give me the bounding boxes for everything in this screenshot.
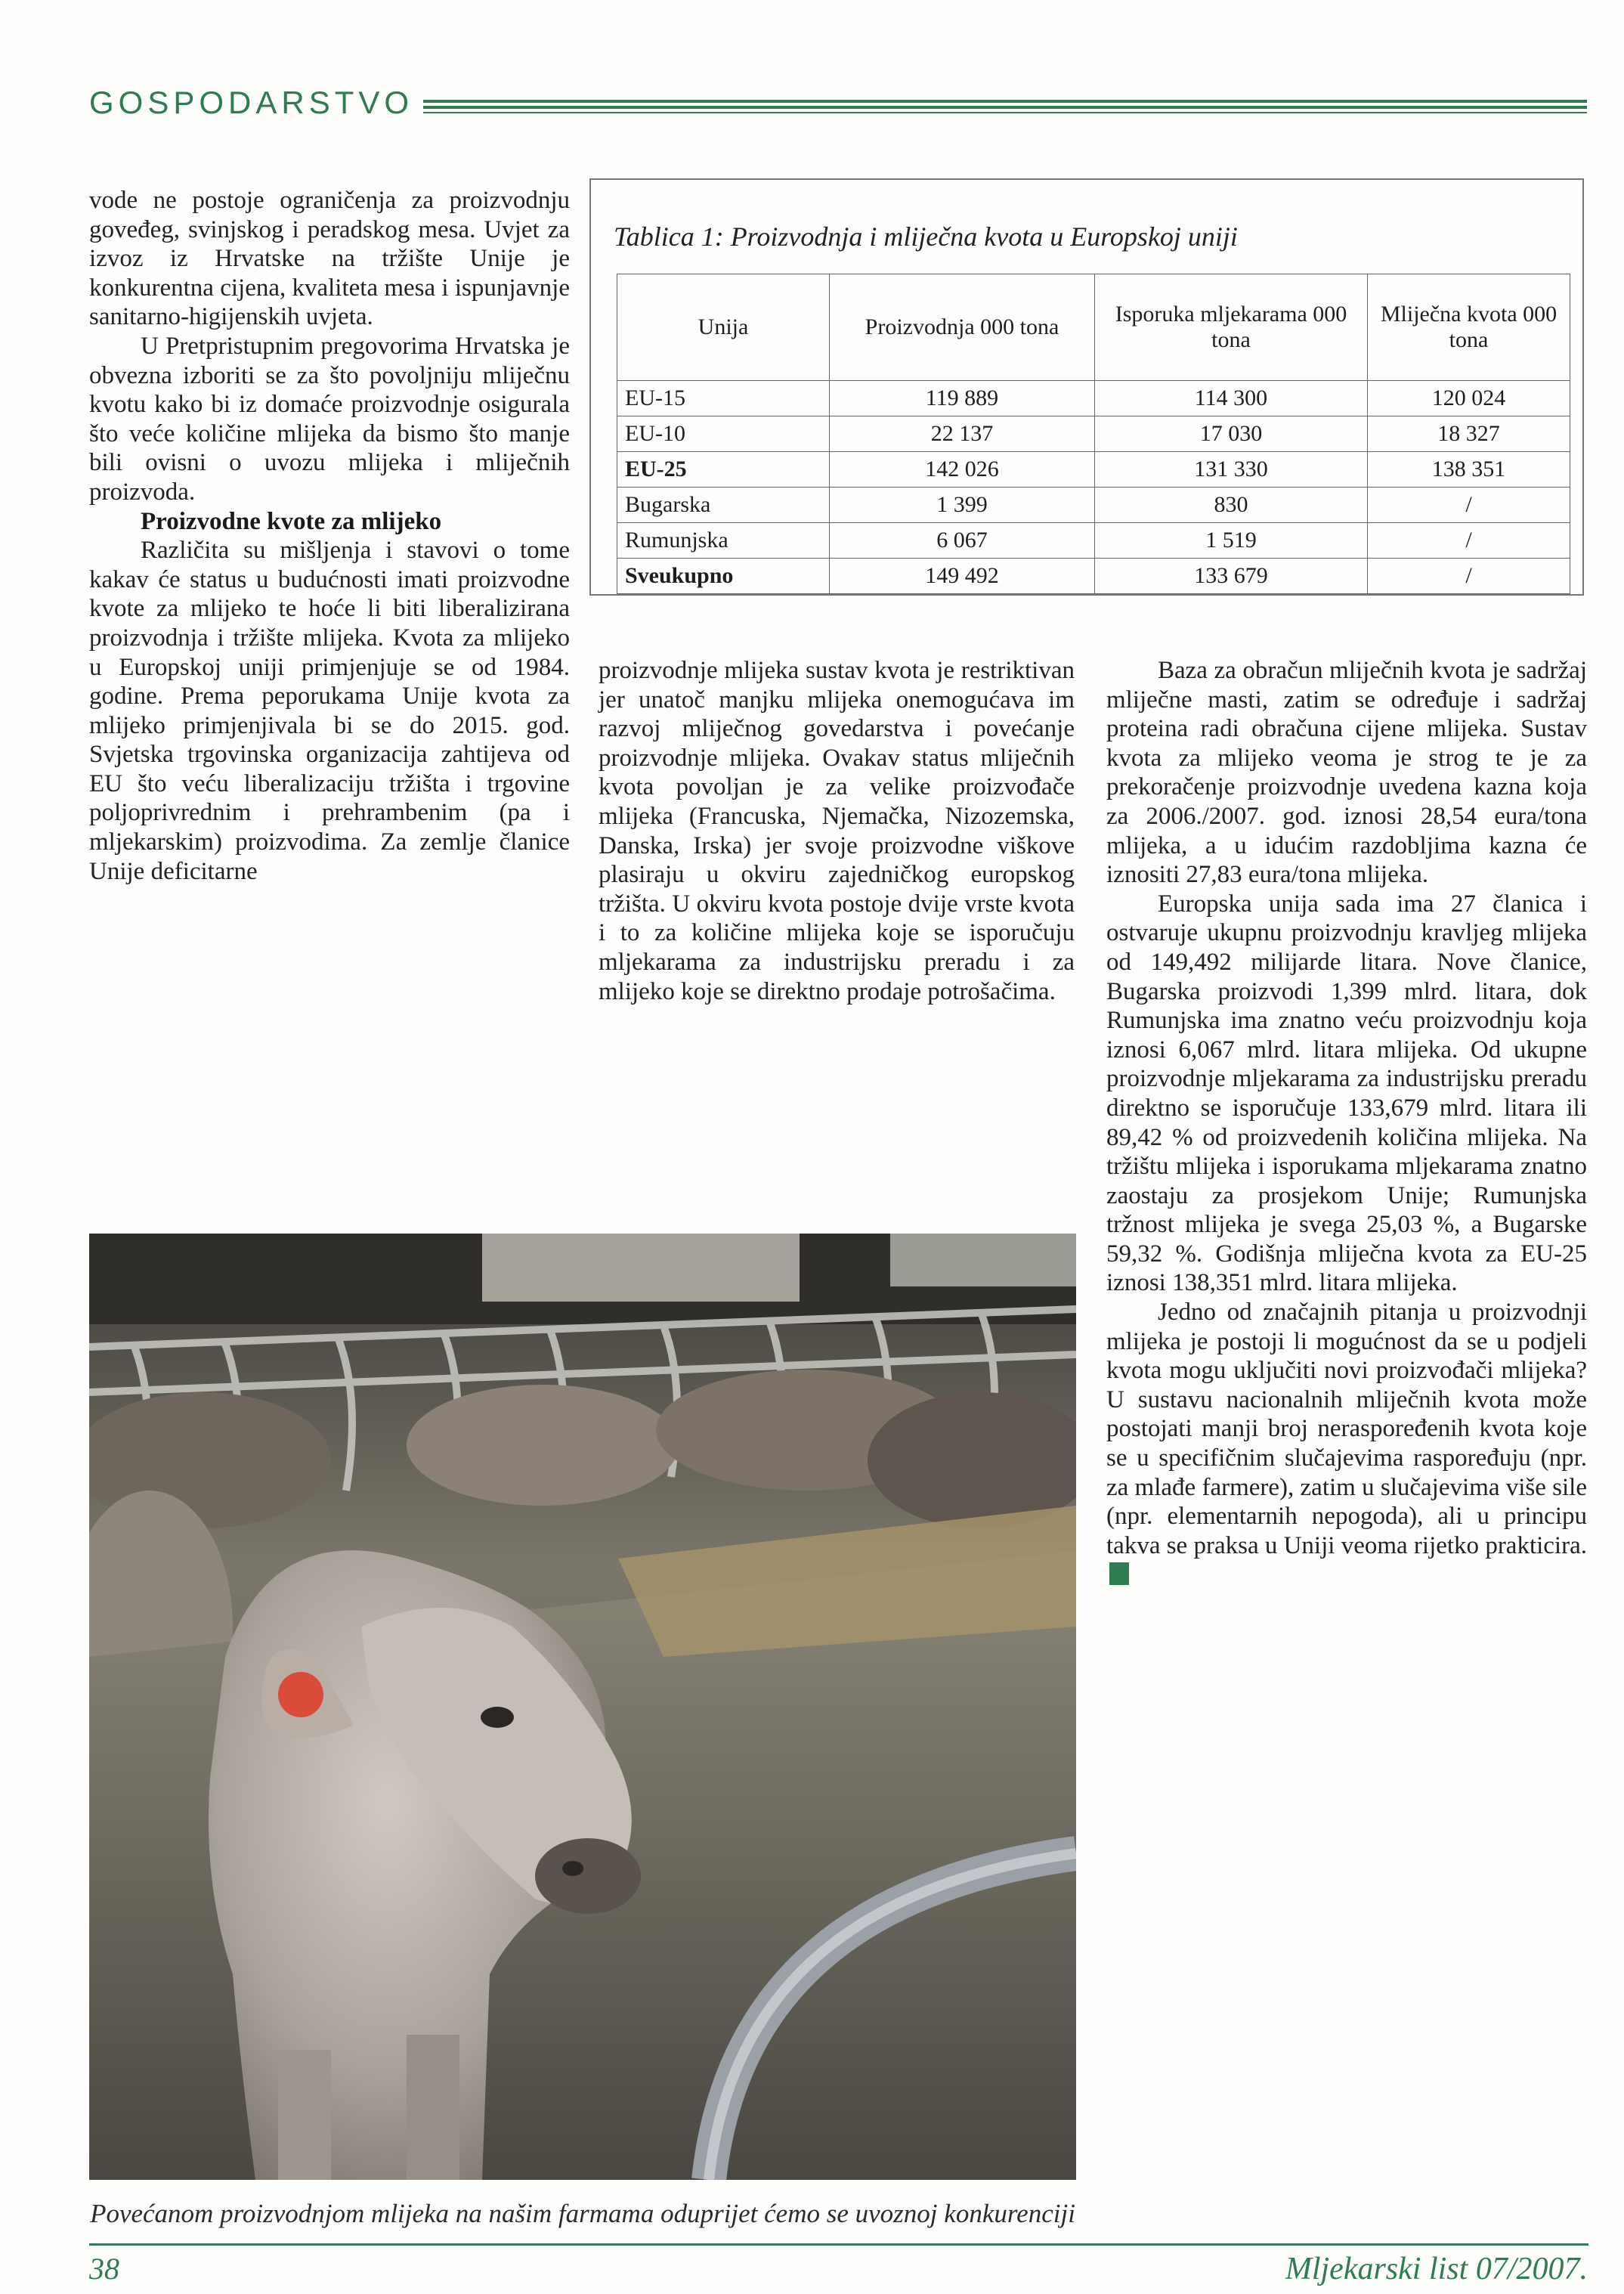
- page-number: 38: [89, 2252, 119, 2286]
- footer-rule: [89, 2243, 1588, 2246]
- table-header-cell: Unija: [617, 274, 830, 381]
- left-paragraph-3: Različita su mišljenja i stavovi o tome kakav će status u budućnosti imati proizvodne kvote za mlijeko te hoće li biti liberalizirana proizvodnja i tržište mlijeka. Kvota za mlijeko u Europskoj uniji primjenjuje se od 1984. godine. Prema peporukama Unije kvota za mlijeko primjenjivala bi se do 2015. god. Svjetska trgovinska organizacija zahtijeva od EU što veću liberalizaciju tržišta i trgovine poljoprivrednim i prehrambenim (pa i mljekarskim) proizvodima. Za zemlje članice Unije deficitarne: [89, 537, 570, 885]
- table-cell: /: [1368, 523, 1570, 559]
- table-header-cell: Mliječna kvota 000 tona: [1368, 274, 1570, 381]
- table-cell: 138 351: [1368, 452, 1570, 488]
- table-cell: 149 492: [830, 559, 1095, 594]
- right-paragraph-3-text: Jedno od značajnih pitanja u proizvodnji mlijeka je postoji li mogućnost da se u podjeli kvota mogu uključiti novi proizvođači mlijeka? U sustavu nacionalnih mliječnih kvota može postojati manji broj neraspoređenih kvota koje se u specifičnim slučajevima raspoređuju (npr. za mlađe farmere), zatim u slučajevima više sile (npr. elementarnih nepogoda), ali u principu takva se praksa u Uniji veoma rijetko prakticira.: [1106, 1299, 1587, 1559]
- table-row: [617, 381, 1570, 416]
- quota-table: [617, 274, 1570, 594]
- right-column: [1106, 656, 1587, 1590]
- table-header-cell: Proizvodnja 000 tona: [830, 274, 1095, 381]
- table-cell: 114 300: [1095, 381, 1368, 416]
- table-cell: 142 026: [830, 452, 1095, 488]
- right-paragraph-1: Baza za obračun mliječnih kvota je sadržaj mliječne masti, zatim se određuje i sadržaj proteina radi obračuna cijene mlijeka. Sustav kvota za mlijeko veoma je strog te je za prekoračenje proizvodnje uvedena kazna koja za 2006./2007. god. iznosi 28,54 eura/tona mlijeka, a u idućim razdobljima kazna će iznositi 27,83 eura/tona mlijeka.: [1106, 657, 1587, 889]
- table-caption: Tablica 1: Proizvodnja i mliječna kvota u Europskoj uniji: [614, 221, 1238, 252]
- table-row-label: Rumunjska: [617, 523, 830, 559]
- table-header-cell: Isporuka mljekarama 000 tona: [1095, 274, 1368, 381]
- table-row-label: EU-15: [617, 381, 830, 416]
- section-heading: Proizvodne kvote za mlijeko: [141, 507, 442, 535]
- table-row: [617, 559, 1570, 594]
- table-cell: /: [1368, 559, 1570, 594]
- magazine-issue: Mljekarski list 07/2007.: [1285, 2252, 1588, 2286]
- table-row: [617, 523, 1570, 559]
- table-cell: /: [1368, 488, 1570, 523]
- table-cell: 120 024: [1368, 381, 1570, 416]
- right-paragraph-2: Europska unija sada ima 27 članica i ostvaruje ukupnu proizvodnju kravljeg mlijeka od 149,492 milijarde litara. Nove članice, Bugarska proizvodi 1,399 mlrd. litara, dok Rumunjska ima znatno veću proizvodnju koja iznosi 6,067 mlrd. litara mlijeka. Od ukupne proizvodnje mljekarama za industrijsku preradu direktno se isporučuje 133,679 mlrd. litara ili 89,42 % od proizvedenih količina mlijeka. Na tržištu mlijeka i isporukama mljekarama znatno zaostaju za prosjekom Unije; Rumunjska tržnost mlijeka je svega 25,03 %, a Bugarske 59,32 %. Godišnja mliječna kvota za EU-25 iznosi 138,351 mlrd. litara mlijeka.: [1106, 890, 1587, 1297]
- table-cell: 1 519: [1095, 523, 1368, 559]
- table-cell: 6 067: [830, 523, 1095, 559]
- right-paragraph-3: [1106, 1298, 1587, 1590]
- table-row: [617, 452, 1570, 488]
- table-row-label: Bugarska: [617, 488, 830, 523]
- middle-column: [599, 656, 1075, 1006]
- end-of-article-mark: [1109, 1562, 1129, 1585]
- section-label: GOSPODARSTVO: [89, 85, 414, 120]
- table-cell: 131 330: [1095, 452, 1368, 488]
- table-row: [617, 488, 1570, 523]
- photo-caption: Povećanom proizvodnjom mlijeka na našim farmama oduprijet ćemo se uvoznoj konkurenciji: [90, 2199, 1075, 2228]
- table-row-label: EU-25: [617, 452, 830, 488]
- table-row-label: EU-10: [617, 416, 830, 452]
- table-cell: 22 137: [830, 416, 1095, 452]
- table-cell: 17 030: [1095, 416, 1368, 452]
- left-paragraph-1: vode ne postoje ograničenja za proizvodnju goveđeg, svinjskog i peradskog mesa. Uvjet za izvoz iz Hrvatske na tržište Unije je konkurentna cijena, kvaliteta mesa i ispunjavnje sanitarno-higijenskih uvjeta.: [89, 187, 570, 331]
- cow-photo: [89, 1234, 1076, 2180]
- table-cell: 830: [1095, 488, 1368, 523]
- table-header-row: [617, 274, 1570, 381]
- table-cell: 18 327: [1368, 416, 1570, 452]
- table-cell: 1 399: [830, 488, 1095, 523]
- table-row-label: Sveukupno: [617, 559, 830, 594]
- left-column: [89, 186, 570, 886]
- table-cell: 119 889: [830, 381, 1095, 416]
- table-cell: 133 679: [1095, 559, 1368, 594]
- middle-paragraph-1: proizvodnje mlijeka sustav kvota je restriktivan jer unatoč manjku mlijeka onemogućava im razvoj mliječnog govedarstva i povećanje proizvodnje mlijeka. Ovakav status mliječnih kvota povoljan je za velike proizvođače mlijeka (Francuska, Njemačka, Nizozemska, Danska, Irska) jer svoje proizvodne viškove plasiraju u okviru zajedničkog europskog tržišta. U okviru kvota postoje dvije vrste kvota i to za količine mlijeka koje se isporučuju mljekarama za industrijsku preradu i za mlijeko koje se direktno prodaje potrošačima.: [599, 657, 1075, 1005]
- left-paragraph-2: U Pretpristupnim pregovorima Hrvatska je obvezna izboriti se za što povoljniju mliječnu kvotu kako bi iz domaće proizvodnje osigurala što veće količine mlijeka da bismo što manje bili ovisni o uvozu mlijeka i mliječnih proizvoda.: [89, 332, 570, 506]
- table-row: [617, 416, 1570, 452]
- header-rule: [423, 100, 1587, 115]
